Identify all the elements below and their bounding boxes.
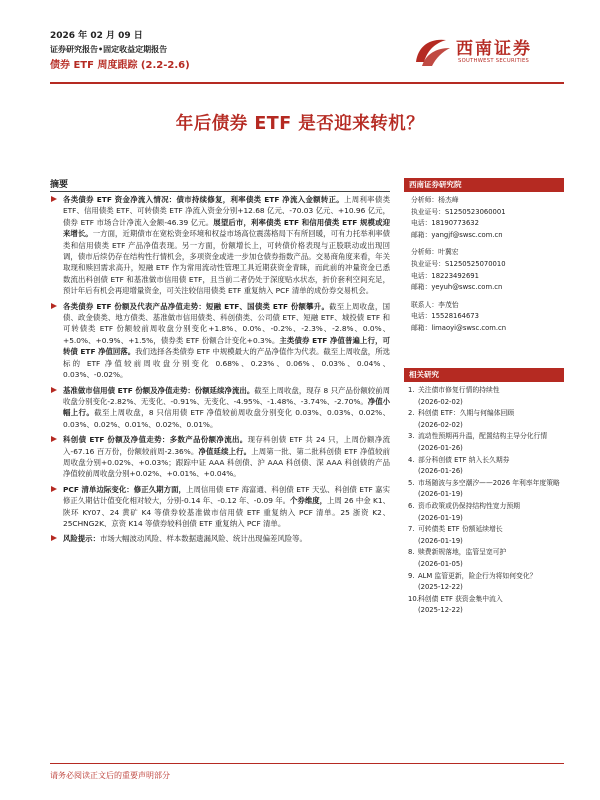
related-research-item[interactable] [408,547,564,570]
related-research-number: 2. [408,409,415,418]
related-research-title: 科创债 ETF 获资金集中流入 [418,594,503,603]
related-research-text [418,408,564,431]
report-title: 年后债券 ETF 是否迎来转机？ [175,114,425,134]
analyst-email: 邮箱：limaoyi@swsc.com.cn [411,323,507,332]
related-research-number: 7. [408,525,415,534]
related-research-number: 9. [408,571,415,580]
bullet-triangle-icon [51,196,57,202]
related-research-date: (2025-12-22) [418,606,463,615]
paragraph-text: 现存科创债 ETF 共 24 只，上周份额净流入-67.16 百万份，份额较前周-2.36%。 [63,435,390,456]
analyst-email: 邮箱：yeyuh@swsc.com.cn [411,283,503,292]
analyst-role: 分析师：杨杰峰 [411,196,459,204]
related-research-title: 赎费新规落地，监管呈宽可护 [418,548,507,557]
related-research-date: (2026-01-19) [418,536,463,545]
paragraph-text: 截至上周收盘，8 只信用债 ETF 净值较前周收盘分别变化 0.03%、0.03%、0.02%、0.03%、0.02%、0.01%、0.02%、0.01%。 [63,408,390,429]
related-research-date: (2026-01-05) [418,559,463,568]
paragraph-text: 一方面，近期债市在宽松资金环境和权益市场高位震荡格局下有所回暖，可有力托举利率债类和信用债类 ETF 产品净值表现。另一方面，份额增长上，可转债价格表现与正股联动或出现回调，债市后续仍存在结构性行情机会，多项资金或进一步加仓债券指数产品。交易商角度来看，年关取现和赎回需求高升，短融 ETF 作为常用流动性管理工具近期获资金青睐，而此前的冲量资金已悉数流出科创债 ETF 和基准做市信用债 ETF，且当前二者仍处于深度贴水状态，折价套利空间充足，预计年后有机会再迎增量资金，可关注较信用债类 ETF 重复纳入 PCF 清单的成份券交易机会。 [63,229,390,296]
related-research-title: 关注债市修复行情的持续性 [418,386,500,394]
analyst-panel [404,178,564,335]
analyst-email: 邮箱：yangjf@swsc.com.cn [411,230,503,239]
paragraph-bold-text: 净值延续上行。 [198,446,252,456]
paragraph-text: 市场大幅波动风险、样本数据遗漏风险、统计出现偏差风险等。 [99,534,307,544]
related-research-title: 市场随波与多空潮汐——2026 年利率年度策略 [418,478,560,487]
related-research-number: 5. [408,478,415,487]
analyst-phone: 电话：15528164673 [411,312,479,321]
related-research-header: 相关研究 [404,368,564,382]
related-research-date: (2026-01-26) [418,467,463,476]
analyst-phone: 电话：18223492691 [411,271,479,280]
paragraph-bold-text: 主类债券 ETF 净值普遍上行，可转债 ETF 净值回落。 [63,335,390,357]
bullet-triangle-icon [51,486,57,492]
company-logo [412,30,562,76]
related-research-text [418,571,564,594]
logo-name-en: SOUTHWEST SECURITIES [458,58,530,64]
header-divider [50,82,564,84]
related-research-text [418,524,564,547]
related-research-date: (2026-02-02) [418,420,463,429]
related-research-title: 部分科创债 ETF 纳入长久期券 [418,455,510,464]
paragraph-text: 上周信用债 ETF 海富通、科创债 ETF 天弘、科创债 ETF 嘉实修正久期估计值变化相对较大，分别-0.14 年、-0.12 年、-0.09 年。 [63,484,390,506]
related-research-item[interactable] [408,594,564,617]
related-research-item[interactable] [408,455,564,478]
related-research-date: (2026-02-02) [418,397,463,406]
related-research-text [418,455,564,478]
logo-name-cn: 西南证券 [456,39,532,59]
abstract-paragraph [50,385,390,431]
related-research-title: 流动性预期再升温，配置结构主导分化行情 [418,432,548,441]
abstract-paragraph [50,484,390,530]
abstract-paragraph [50,301,390,381]
paragraph-bold-text: 风险提示： [63,534,100,544]
report-category: 证券研究报告•固定收益定期报告 [50,45,168,54]
related-research-item[interactable] [408,571,564,594]
related-research-number: 10. [408,594,419,603]
related-research-date: (2026-01-19) [418,490,463,499]
report-series: 债券 ETF 周度跟踪 (2.2-2.6) [50,60,190,71]
related-research-item[interactable] [408,501,564,524]
related-research-title: ALM 监管更新，险企行为将如何变化？ [418,571,537,580]
paragraph-bold-text: 净值小幅上行。 [63,396,390,418]
related-research-item[interactable] [408,385,564,408]
related-research-date: (2026-01-19) [418,513,463,522]
related-research-text [418,547,564,570]
related-research-date: (2025-12-22) [418,583,463,592]
abstract-body [50,194,390,549]
related-research-item[interactable] [408,524,564,547]
paragraph-bold-text: 各类债券 ETF 资金净流入情况：债市持续修复，利率债类 ETF 净流入金额转正。 [63,195,345,204]
related-research-number: 4. [408,455,415,464]
related-research-item[interactable] [408,478,564,501]
paragraph-bold-text: 展望后市，利率债类 ETF 和信用债类 ETF 规模或迎来增长。 [63,217,390,239]
abstract-divider [50,191,390,192]
related-research-text [418,431,564,454]
related-research-date: (2026-01-26) [418,443,463,452]
footer-divider [50,763,564,764]
paragraph-text: 上周第一批、第二批科创债 ETF 净值较前周收盘分别+0.02%、+0.03%；跟踪中证 AAA 科创债、沪 AAA 科创债、深 AAA 科创债的产品净值较前周收盘分别+0.02%、+0.01%、+0.04%。 [63,446,390,479]
paragraph-bold-text: 科创债 ETF 份额及净值走势：多数产品份额净流出。 [63,435,248,445]
related-research-text [418,478,564,501]
paragraph-bold-text: 个券维度， [290,496,328,506]
related-research-item[interactable] [408,431,564,454]
bullet-triangle-icon [51,535,57,541]
bullet-triangle-icon [51,303,57,309]
abstract-label: 摘要 [50,180,69,190]
related-research-text [418,594,564,617]
related-research-panel [404,368,564,617]
analyst-cert: 执业证号：S1250523060001 [411,207,506,216]
logo-mark-icon [412,34,452,70]
related-research-number: 3. [408,432,415,441]
paragraph-text: 上周 26 中金 K1、陕环 KY07、24 黄矿 K4 等债券较基准做市信用债 ETF 重复纳入 PCF 清单。25 浙资 K2、25CHNG2K、京资 K14 等债券较科创债 ETF 重复纳入 PCF 清单。 [63,496,390,528]
paragraph-text: 上周利率债类 ETF、信用债类 ETF、可转债类 ETF 净流入资金分别+12.68 亿元、-70.03 亿元、+10.96 亿元，债券 ETF 市场合计净流入金额-46.39 亿元。 [63,195,390,227]
analyst-cert: 执业证号：S1250525070010 [411,259,506,268]
related-research-number: 8. [408,548,415,557]
related-research-text [418,385,564,408]
related-research-text [418,501,564,524]
paragraph-bold-text: 基准做市信用债 ETF 份额及净值走势：份额延续净流出。 [63,385,255,395]
analyst-role: 分析师：叶冀宏 [411,248,459,257]
paragraph-bold-text: 各类债券 ETF 份额及代表产品净值走势：短融 ETF、国债类 ETF 份额攀升。 [63,301,330,311]
paragraph-text: 截至上周收盘，国债、政金债类、地方债类、基准做市信用债类、科创债类、公司债 ETF、短融 ETF、城投债 ETF 和可转债类 ETF 份额较前周收盘分别变化+1.8%、0.0%、-0.2%、-2.3%、-2.8%、0.0%、+5.0%、+0.9%、+1.5%，债券类 ETF 份额合计变化+0.3%。 [63,301,390,345]
paragraph-bold-text: PCF 清单边际变化：修正久期方面， [63,484,186,494]
analyst-list [404,192,564,335]
bullet-triangle-icon [51,387,57,393]
related-research-number: 1. [408,386,415,394]
analyst-panel-header: 西南证券研究院 [404,178,564,192]
related-research-title: 可转债类 ETF 份额延续增长 [418,525,503,534]
analyst-phone: 电话：18190773632 [411,219,479,228]
abstract-paragraph [50,434,390,480]
report-date: 2026 年 02 月 09 日 [50,31,143,41]
abstract-paragraph [50,533,390,544]
abstract-paragraph [50,194,390,297]
bullet-triangle-icon [51,436,57,442]
analyst-role: 联系人：李茂怡 [411,300,459,309]
related-research-title: 资币政策或仍保持结构性宽力预期 [418,501,520,510]
paragraph-text: 截至上周收盘，现存 8 只产品份额较前周收盘分别变化-2.82%、无变化、-0.91%、无变化、-4.95%、-1.48%、-3.74%、-2.70%。 [63,385,390,406]
related-research-list [404,382,564,617]
disclaimer-text: 请务必阅读正文后的重要声明部分 [50,771,170,780]
related-research-item[interactable] [408,408,564,431]
related-research-title: 科创债 ETF：久期与何编体回顾 [418,409,515,418]
paragraph-text: 我们选择各类债券 ETF 中规模最大的产品净值作为代表。截至上周收盘，所选标的 ETF 净值较前周收盘分别变化 0.68%、0.23%、0.06%、0.03%、0.04%、0.03%、-0.02%。 [63,347,390,380]
related-research-number: 6. [408,501,415,510]
